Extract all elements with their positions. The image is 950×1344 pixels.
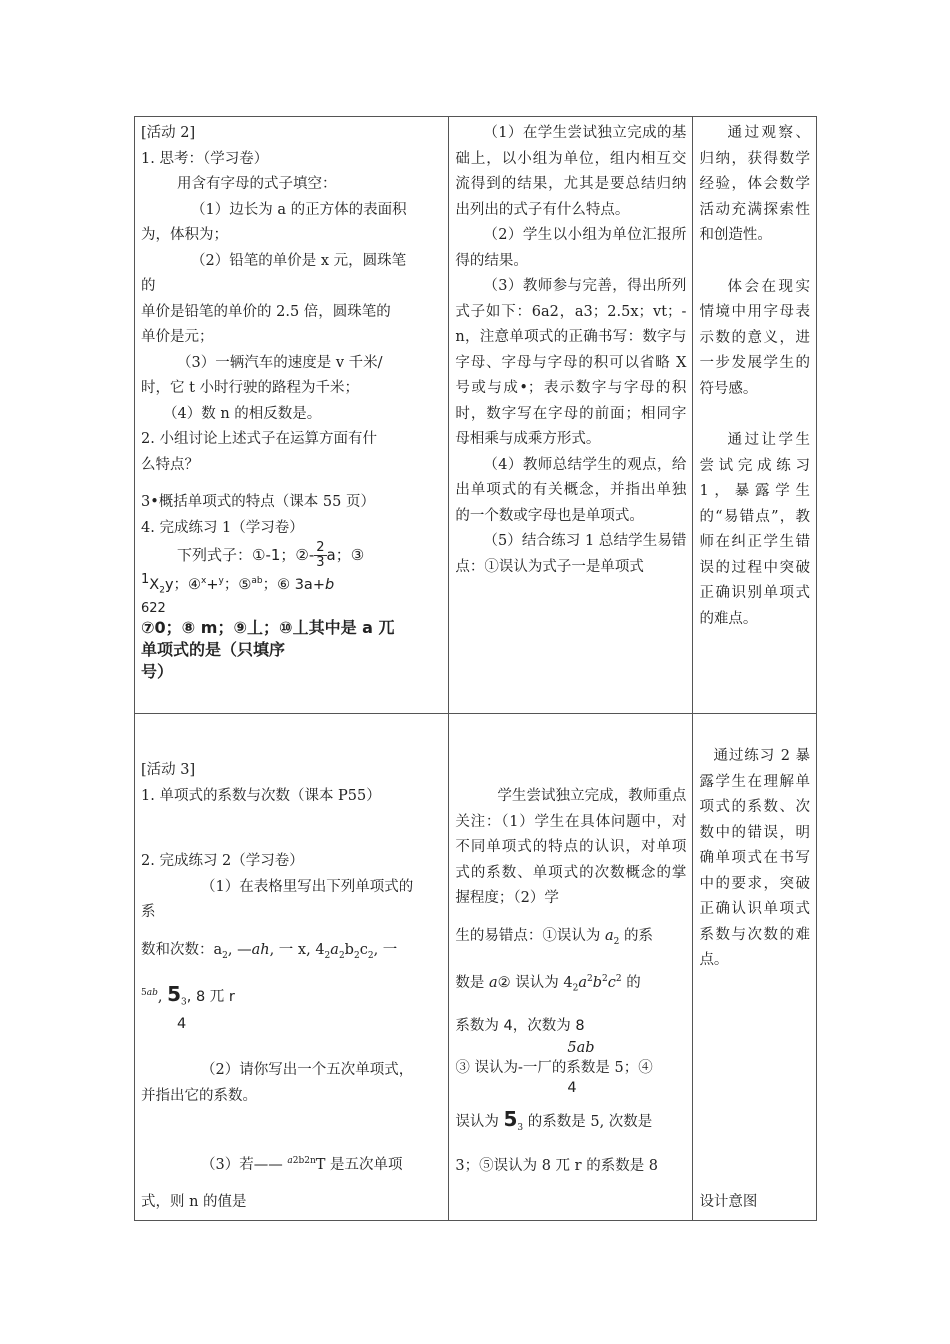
text-fragment: , —: [227, 941, 252, 958]
exercise-line: [141, 541, 442, 570]
text-fragment: 2: [353, 950, 360, 961]
activity-3-heading: [活动 3]: [141, 762, 196, 778]
text-line: ⑦0；⑧ m；⑨丄；⑩丄其中是 a 兀: [141, 617, 395, 637]
text-line: （4）数 n 的相反数是。: [163, 405, 322, 422]
text-fragment: 生的易错点：①误认为: [455, 927, 605, 944]
text-line: 3；⑤误认为 8 兀 r 的系数是 8: [455, 1157, 659, 1174]
activity-2-heading: [活动 2]: [141, 125, 196, 141]
text-line: 2. 完成练习 2（学习卷）: [141, 853, 304, 869]
design-intent-cell: [693, 117, 817, 714]
design-intent-label: 设计意图: [699, 1194, 758, 1211]
teacher-guidance-cell: [449, 117, 693, 714]
paragraph: 通过观察、归纳，获得数学经验，体会数学活动充满探索性和创造性。: [699, 125, 810, 243]
text-fragment: 的系: [619, 927, 653, 944]
text-line: 1. 单项式的系数与次数（课本 P55）: [141, 787, 381, 804]
exercise-line: [141, 1149, 442, 1178]
text-fragment: ；⑥ 3a+: [262, 576, 325, 593]
text-line: 系数为 4，次数为 8: [455, 1018, 585, 1035]
text-line: 时，它 t 小时行驶的路程为千米；: [141, 380, 360, 396]
text-line: 单价是铅笔的单价的 2.5 倍，圆珠笔的: [141, 303, 391, 320]
text-fragment: 5: [167, 981, 182, 1006]
text-line: 的: [141, 278, 156, 294]
text-fragment: 2: [324, 950, 331, 961]
text-line: （3）一辆汽车的速度是 v 千米/: [177, 354, 383, 371]
text-fragment: 2: [615, 973, 622, 984]
text-fragment: a: [330, 941, 339, 958]
text-line: （1）边长为 a 的正方体的表面积: [191, 201, 407, 218]
text-line: 3•概括单项式的特点（课本 55 页）: [141, 494, 375, 510]
text-fragment: 2: [222, 950, 228, 961]
text-fragment: , 8 兀 r: [186, 988, 235, 1005]
exercise-line: [141, 981, 442, 1016]
text-line: 2. 小组讨论上述式子在运算方面有什: [141, 431, 377, 447]
text-line: 1. 思考：（学习卷）: [141, 150, 269, 167]
text-fragment: , 一 x, 4: [269, 941, 325, 958]
text-fragment: ab: [251, 576, 263, 586]
table-row: [135, 117, 817, 714]
text-fragment: （3）若——: [201, 1156, 288, 1173]
text-fragment: +: [206, 576, 219, 593]
text-fragment: 数和次数：a: [141, 941, 223, 958]
activity-3-cell: [135, 714, 449, 1221]
paragraph: （3）教师参与完善，得出所列式子如下：6a2，a3；2.5x；vt；-n，注意单项式的正确书写：数字与字母、字母与字母的积可以省略 X 号或与成•；表示数字与字母的积时，数字写在字母的前面；相同字母相乘与成乘方形式。: [455, 278, 687, 447]
exercise-line: [141, 938, 442, 969]
text-line: ③ 误认为-一厂的系数是 5；④: [455, 1059, 653, 1076]
paragraph: 通过让学生尝试完成练习 1，暴露学生的“易错点”，教师在纠正学生错误的过程中突破正确识别单项式的难点。: [699, 432, 810, 627]
text-line: [455, 1107, 686, 1141]
text-fragment: a: [287, 1156, 293, 1167]
teacher-guidance-cell: [449, 714, 693, 1221]
text-line: 4. 完成练习 1（学习卷）: [141, 519, 304, 536]
design-intent-cell: [693, 714, 817, 1221]
text-fragment: 的: [621, 974, 641, 991]
text-line: 622: [141, 600, 166, 616]
text-fragment: 2: [159, 585, 165, 596]
text-fragment: x: [201, 576, 207, 586]
text-fragment: 2: [602, 973, 608, 984]
text-fragment: 2: [367, 950, 374, 961]
text-line: （1）在表格里写出下列单项式的: [201, 878, 414, 895]
text-fragment: 2: [572, 983, 579, 994]
text-line: 号）: [141, 661, 174, 681]
text-fragment: T 是五次单项: [315, 1156, 403, 1173]
text-fragment: 数是: [455, 974, 489, 991]
text-fragment: c: [607, 974, 616, 991]
activity-2-cell: [135, 117, 449, 714]
text-fragment: b: [592, 974, 603, 991]
text-fragment: 3: [181, 997, 187, 1008]
exercise-line: [141, 570, 442, 601]
text-fragment: 2: [586, 973, 593, 984]
text-fragment: b: [324, 576, 335, 593]
text-line: 4: [567, 1080, 577, 1097]
text-line: [455, 924, 686, 955]
text-line: 并指出它的系数。: [141, 1087, 257, 1104]
text-fragment: y；④: [164, 576, 202, 593]
text-fragment: ② 误认为 4: [497, 974, 573, 991]
text-fragment: b: [344, 941, 354, 958]
text-fragment: 5: [141, 987, 147, 998]
text-line: 单项式的是（只填序: [141, 639, 286, 659]
text-line: [455, 967, 686, 1002]
paragraph: 学生尝试独立完成，教师重点关注：（1）学生在具体问题中，对不同单项式的特点的认识，对单项式的系数、单项式的次数概念的掌握程度；（2）学: [455, 788, 687, 906]
text-fragment: b: [298, 1156, 305, 1167]
text-fragment: 下列式子：①-1；②-: [177, 546, 315, 564]
text-line: 为，体积为；: [141, 227, 228, 243]
text-fragment: y: [218, 576, 224, 586]
text-fragment: 3: [517, 1123, 524, 1133]
text-fragment: ah: [251, 941, 270, 958]
text-fragment: 1: [141, 572, 150, 587]
text-fragment: , 一: [373, 941, 398, 958]
fraction-numerator: 2: [316, 540, 325, 555]
text-fragment: 误认为: [455, 1114, 504, 1131]
text-line: 系: [141, 904, 156, 920]
text-fragment: a: [578, 974, 587, 991]
text-fragment: a: [488, 974, 498, 991]
text-fragment: 2: [613, 936, 620, 947]
text-line: 式，则 n 的值是: [141, 1194, 247, 1211]
paragraph: 通过练习 2 暴露学生在理解单项式的系数、次数中的错误，明确单项式在书写中的要求，突破正确认识单项式系数与次数的难点。: [699, 748, 810, 968]
text-fragment: a: [604, 927, 614, 944]
text-fragment: c: [359, 941, 368, 958]
text-line: 单价是元；: [141, 329, 214, 345]
table-row: [135, 714, 817, 1221]
text-fragment: ,: [157, 988, 168, 1005]
text-fragment: 的系数是 5, 次数是: [523, 1114, 653, 1131]
text-line: 用含有字母的式子填空：: [177, 176, 337, 192]
paragraph: （4）教师总结学生的观点，给出单项式的有关概念，并指出单独的一个数或字母也是单项式。: [455, 456, 687, 524]
text-line: 么特点？: [141, 456, 199, 473]
lesson-plan-table: [134, 116, 817, 1221]
paragraph: （1）在学生尝试独立完成的基础上，以小组为单位，组内相互交流得到的结果，尤其是要总结归纳出列出的式子有什么特点。: [455, 125, 687, 218]
text-line: 5ab: [567, 1039, 595, 1056]
fraction-denominator: 3: [316, 555, 325, 570]
text-line: 4: [177, 1016, 187, 1033]
paragraph: （5）结合练习 1 总结学生易错点：①误认为式子一是单项式: [455, 533, 687, 575]
text-fragment: 5: [503, 1107, 518, 1132]
text-fragment: ；⑤: [223, 576, 252, 593]
text-line: （2）请你写出一个五次单项式，: [201, 1062, 414, 1079]
text-line: （2）铅笔的单价是 x 元，圆珠笔: [191, 252, 407, 269]
text-fragment: 2: [292, 1156, 299, 1167]
text-fragment: ab: [146, 987, 158, 998]
paragraph: （2）学生以小组为单位汇报所得的结果。: [455, 227, 687, 269]
fraction: [314, 541, 326, 570]
text-fragment: a；③: [326, 546, 365, 564]
text-fragment: 2n: [304, 1156, 316, 1167]
text-fragment: 2: [338, 950, 345, 961]
paragraph: 体会在现实情境中用字母表示数的意义，进一步发展学生的符号感。: [699, 278, 810, 397]
text-fragment: X: [149, 576, 160, 593]
